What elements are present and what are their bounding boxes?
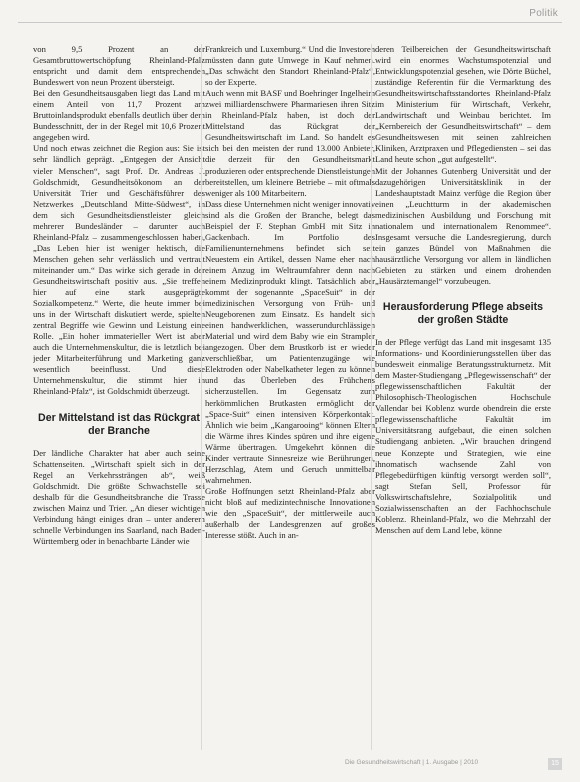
article-column-3 <box>371 44 551 750</box>
paragraph: Der ländliche Charakter hat aber auch seine Schattenseiten. „Wirtschaft spielt sich in der Regel an Verkehrssträngen ab“, weiß Goldschmidt. Die größte Schwachstelle sei deshalb für die Gesundheitsbranche die Trasse zwischen Mainz und Trier. „An dieser wichtigen Verbindung hängt einiges dran – unter anderem schnelle Verbindungen ins Saarland, nach Baden-Württemberg oder in benachbarte Länder wie <box>33 447 205 546</box>
paragraph: Dass diese Unternehmen nicht weniger innovativ sind als die Großen der Branche, belegt das Beispiel der F. Stephan GmbH mit Sitz in Gackenbach. Im Portfolio des Familienunternehmens befindet sich seit Neuestem ein Artikel, dessen Name eher nach einem Anzug im Weltraumfahrer denn nach einem Medizinprodukt klingt. Tatsächlich aber kommt der sogenannte „SpaceSuit“ in der medizinischen Versorgung von Früh- und Neugeborenen zum Einsatz. Es handelt sich einen handwerklichen, wasserundurchlässigen Material und wird dem Baby wie ein Strampler angezogen. Über dem Brustkorb ist er wieder verschließbar, um Patientenzugänge wie Elektroden oder Nabelkatheter legen zu können und das Überleben des Frühchens sicherzustellen. Im Gegensatz zum herkömmlichen Brutkasten ermöglicht der „Space-Suit“ einen intensiven Körperkontakt. Ähnlich wie beim „Kangarooing“ können Eltern die Wärme ihres Kindes spüren und ihre eigene Wärme übertragen. Umgekehrt können die Kinder vertraute Sinnesreize wie Berührungen, Herzschlag, Atem und Geruch unmittelbar wahrnehmen. <box>205 198 375 485</box>
paragraph: Mit der Johannes Gutenberg Universität und der dazugehörigen Universitätsklinik in der Landeshauptstadt Mainz verfüge die Region über einen „Leuchtturm in der akademischen medizinischen Ausbildung und Forschung mit nationalem und internationalem Renommee“. Insgesamt versuche die Landesregierung, durch ein ganzes Bündel von Maßnahmen die hausärztliche Versorgung vor allem in ländlichen Gebieten zu stärken und einem drohenden „Hausärztemangel“ vorzubeugen. <box>375 165 551 286</box>
paragraph: Auch wenn mit BASF und Boehringer Ingelheim zwei milliardenschwere Pharmariesen ihren Sitz in Rheinland-Pfalz haben, ist doch der Mittelstand das Rückgrat der Gesundheitswirtschaft im Land. So handelt es sich bei den meisten der rund 13.000 Anbieter, die derzeit für den Gesundheitsmarkt produzieren oder entsprechende Dienstleistungen bereitstellen, um kleinere Betriebe – mit oftmals weniger als 100 Mitarbeitern. <box>205 88 375 198</box>
footer-text: Die Gesundheitswirtschaft | 1. Ausgabe | 2010 <box>345 759 479 766</box>
section-heading: Der Mittelstand ist das Rückgrat der Branche <box>38 411 200 437</box>
paragraph: Und noch etwas zeichnet die Region aus: Sie ist sehr ländlich geprägt. „Entgegen der Ansicht vieler Menschen“, sagt Prof. Dr. Andreas J. Goldschmidt, Gesundheitsökonom an der Universität Trier und Geschäftsführer des Netzwerkes „Deutschland Mitte-Südwest“, in dem sich Gesundheitsdienstleister gleich mehrerer Bundesländer – darunter auch Rheinland-Pfalz – zusammengeschlossen haben, „Das Leben hier ist weniger hektisch, die Menschen gehen sehr verlässlich und vertraut miteinander um.“ Das wirke sich gerade in der Gesundheitswirtschaft positiv aus. „Sie treffen hier auf eine stark ausgeprägte Sozialkompetenz.“ Werte, die heute immer bei uns in der Wirtschaft diskutiert werde, spielten zentral Begriffe wie Gewinn und Leistung eine Rolle. „Ein hoher immaterieller Wert ist aber auch die Unternehmenskultur, die is letztlich bei jeder Mitarbeiterführung und Marketing ganz wesentlich beeinflusst. Und diese Unternehmenskultur, die stimmt hier in Rheinland-Pfalz“, ist Goldschmidt überzeugt. <box>33 143 205 397</box>
paragraph: Große Hoffnungen setzt Rheinland-Pfalz aber nicht bloß auf medizintechnische Innovationen wie den „SpaceSuit“, der mittlerweile auch außerhalb der Landesgrenzen auf großes Interesse stößt. Auch in an- <box>205 485 375 541</box>
section-label: Politik <box>529 8 558 19</box>
page-number: 15 <box>548 758 562 770</box>
header-divider <box>18 22 562 23</box>
paragraph: In der Pflege verfügt das Land mit insgesamt 135 Informations- und Koordinierungsstellen über das bundesweit einmalige Beratungsstrukturnetz. Mit dem Master-Studiengang „Pflegewissenschaft“ der pflegewissenschaftlichen Fakultät der Philosophisch-Theologischen Hochschule Vallendar bei Koblenz wurde obendrein die erste pflegewissenschaftliche Fakultät im Universitätsrang aufgebaut, die einen solchen Studiengang anbieten. „Wir brauchen dringend neue Konzepte und Strategien, wie eine ihnomatisch wachsende Zahl von Pflegebedürftigen künftig versorgt werden soll“, sagt Stefan Sell, Professor für Volkswirtschaftslehre, Sozialpolitik und Sozialwissenschaften an der Fachhochschule Koblenz. Rheinland-Pfalz, wo die Mehrzahl der Menschen auf dem Land lebe, könne <box>375 337 551 535</box>
section-heading: Herausforderung Pflege abseits der großen Städte <box>382 301 544 327</box>
article-column-2 <box>201 44 375 750</box>
paragraph: Frankreich und Luxemburg.“ Und die Investoren müssten dann gute Umwege in Kauf nehmen. „Das schwächt den Standort Rheinland-Pfalz“, so der Experte. <box>205 44 375 88</box>
article-column-1 <box>33 44 205 750</box>
paragraph: deren Teilbereichen der Gesundheitswirtschaft wird ein enormes Wachstumspotenzial und Entwicklungspotenzial gesehen, wie Dörte Büchel, zuständige Referentin für die Vermarktung des Gesundheitswirtschaftsstandortes Rheinland-Pfalz im Ministerium für Wirtschaft, Verkehr, Landwirtschaft und Weinbau berichtet. Im „Kernbereich der Gesundheitswirtschaft“ – dem Gesundheitswesen mit seinen zahlreichen Kliniken, Arztpraxen und Pflegediensten – sei das Land heute schon „gut aufgestellt“. <box>375 44 551 165</box>
paragraph: Bei den Gesundheitsausgaben liegt das Land mit einem Anteil von 11,7 Prozent am Bruttoinlandsprodukt ebenfalls deutlich über dem Bundesschnitt, der in der Regel mit 10,6 Prozent angegeben wird. <box>33 88 205 143</box>
paragraph: von 9,5 Prozent an der Gesamtbruttowertschöpfung Rheinland-Pfalz entspricht und damit dem entsprechenden Bundeswert von neun Prozent übersteigt. <box>33 44 205 88</box>
